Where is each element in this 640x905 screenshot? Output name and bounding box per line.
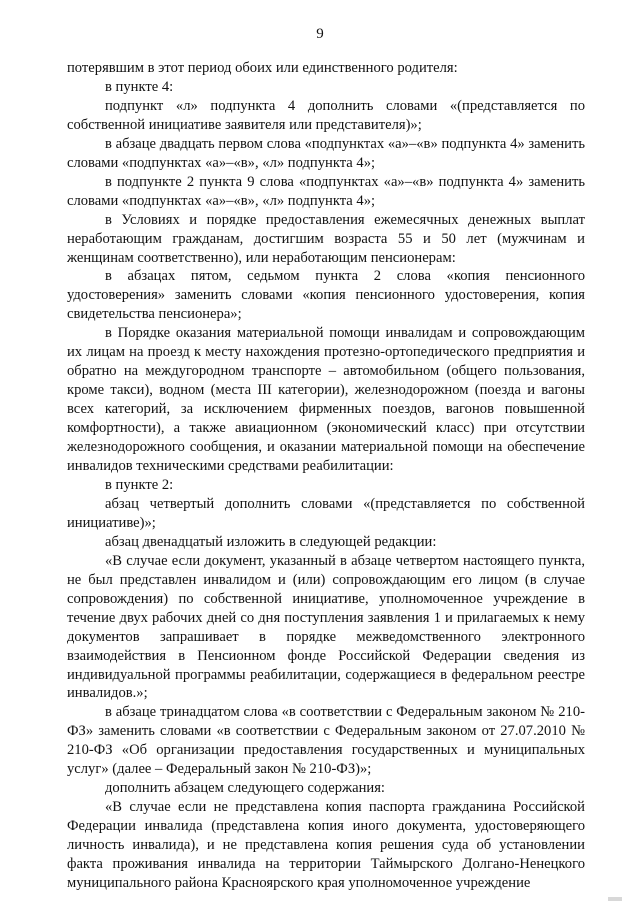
paragraph: потерявшим в этот период обоих или единственного родителя:	[67, 60, 458, 76]
paragraph: абзац четвертый дополнить словами «(представляется по собственной инициативе)»;	[67, 495, 585, 531]
paragraph: абзац двенадцатый изложить в следующей редакции:	[105, 533, 437, 550]
paragraph: в пункте 2:	[105, 476, 174, 493]
body-text	[67, 59, 585, 893]
paragraph: «В случае если не представлена копия паспорта гражданина Российской Федерации инвалида (представлена копия иного документа, удостоверяющего личность инвалида), и не представлена копия решения суда об установлении факта проживания инвалида на территории Таймырского Долгано-Ненецкого муниципального района Красноярского края уполномоченное учреждение	[67, 799, 585, 891]
paragraph: подпункт «л» подпункта 4 дополнить словами «(представляется по собственной инициативе заявителя или представителя)»;	[67, 97, 585, 133]
paragraph: в абзацах пятом, седьмом пункта 2 слова «копия пенсионного удостоверения» заменить словами «копия пенсионного удостоверения, копия свидетельства пенсионера»;	[67, 268, 585, 323]
paragraph: «В случае если документ, указанный в абзаце четвертом настоящего пункта, не был представлен инвалидом и (или) сопровождающим его лицом (в случае сопровождения) по собственной инициативе, уполномоченное учреждение в течение двух рабочих дней со дня поступления заявления 1 и прилагаемых к нему документов запрашивает в порядке межведомственного электронного взаимодействия в Пенсионном фонде Российской Федерации сведения из индивидуальной программы реабилитации, содержащиеся в федеральном реестре инвалидов.»;	[67, 552, 585, 702]
paragraph: в подпункте 2 пункта 9 слова «подпунктах «а»–«в» подпункта 4» заменить словами «подпунктах «а»–«в», «л» подпункта 4»;	[67, 173, 585, 209]
paragraph: в Порядке оказания материальной помощи инвалидам и сопровождающим их лицам на проезд к месту нахождения протезно-ортопедического предприятия и обратно на междугородном транспорте – автомобильном (общего пользования, кроме такси), водном (места III категории), железнодорожном (поезда и вагоны всех категорий, за исключением фирменных поездов, вагонов повышенной комфортности), а также авиационном (экономический класс) при отсутствии железнодорожного сообщения, и оказании материальной помощи на обеспечение инвалидов техническими средствами реабилитации:	[67, 325, 585, 475]
paragraph: дополнить абзацем следующего содержания:	[105, 780, 385, 797]
scan-artifact	[608, 897, 622, 901]
paragraph: в абзаце двадцать первом слова «подпунктах «а»–«в» подпункта 4» заменить словами «подпунктах «а»–«в», «л» подпункта 4»;	[67, 135, 585, 171]
paragraph: в абзаце тринадцатом слова «в соответствии с Федеральным законом № 210-ФЗ» заменить словами «в соответствии с Федеральным законом от 27.07.2010 № 210-ФЗ «Об организации предоставления государственных и муниципальных услуг» (далее – Федеральный закон № 210-ФЗ)»;	[67, 704, 585, 778]
paragraph: в Условиях и порядке предоставления ежемесячных денежных выплат неработающим гражданам, достигшим возраста 55 и 50 лет (мужчинам и женщинам соответственно), или неработающим пенсионерам:	[67, 211, 585, 266]
paragraph: в пункте 4:	[105, 78, 174, 95]
page-number: 9	[316, 26, 324, 42]
